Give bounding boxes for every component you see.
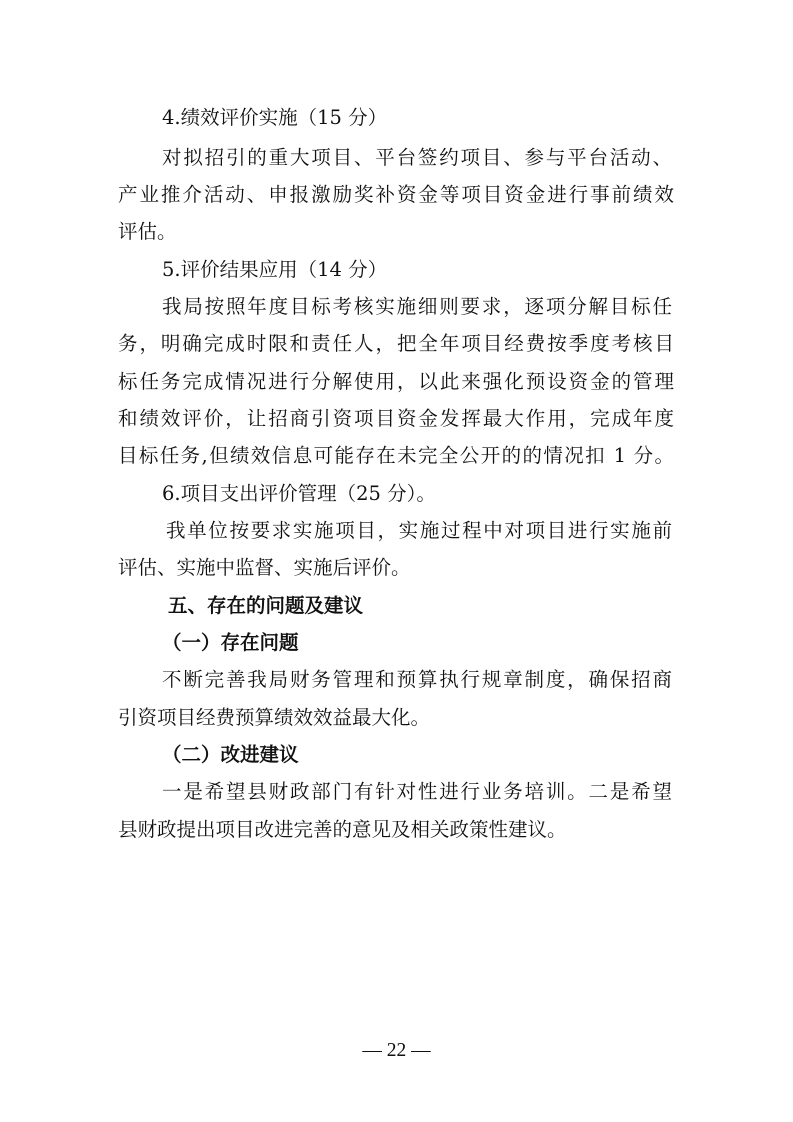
paragraph-line: 和绩效评价，让招商引资项目资金发挥最大作用，完成年度 bbox=[118, 407, 674, 430]
paragraph-line: 我单位按要求实施项目，实施过程中对项目进行实施前 bbox=[166, 519, 672, 542]
chapter-heading: 五、存在的问题及建议 bbox=[168, 594, 364, 617]
paragraph-line: 标任务完成情况进行分解使用，以此来强化预设资金的管理 bbox=[118, 370, 674, 393]
section-heading-4: 4.绩效评价实施（15 分） bbox=[162, 106, 388, 129]
paragraph-line: 引资项目经费预算绩效效益最大化。 bbox=[118, 706, 431, 729]
paragraph-line: 一是希望县财政部门有针对性进行业务培训。二是希望 bbox=[162, 780, 672, 803]
paragraph-line: 对拟招引的重大项目、平台签约项目、参与平台活动、 bbox=[162, 146, 672, 169]
paragraph-line: 评估。 bbox=[118, 220, 177, 243]
paragraph-line: 产业推介活动、申报激励奖补资金等项目资金进行事前绩效 bbox=[118, 183, 674, 206]
section-heading-5: 5.评价结果应用（14 分） bbox=[162, 258, 388, 281]
paragraph-line: 不断完善我局财务管理和预算执行规章制度，确保招商 bbox=[162, 668, 672, 691]
paragraph-line: 县财政提出项目改进完善的意见及相关政策性建议。 bbox=[118, 818, 567, 841]
subsection-heading-problems: （一）存在问题 bbox=[162, 631, 299, 654]
paragraph-line: 评估、实施中监督、实施后评价。 bbox=[118, 556, 411, 579]
section-heading-6: 6.项目支出评价管理（25 分）。 bbox=[162, 482, 436, 505]
paragraph-line: 我局按照年度目标考核实施细则要求，逐项分解目标任 bbox=[162, 295, 672, 318]
paragraph-line: 目标任务,但绩效信息可能存在未完全公开的的情况扣 1 分。 bbox=[118, 444, 674, 467]
subsection-heading-suggestions: （二）改进建议 bbox=[162, 743, 299, 766]
page-number: — 22 — bbox=[362, 1040, 431, 1061]
paragraph-line: 务，明确完成时限和责任人，把全年项目经费按季度考核目 bbox=[118, 332, 674, 355]
